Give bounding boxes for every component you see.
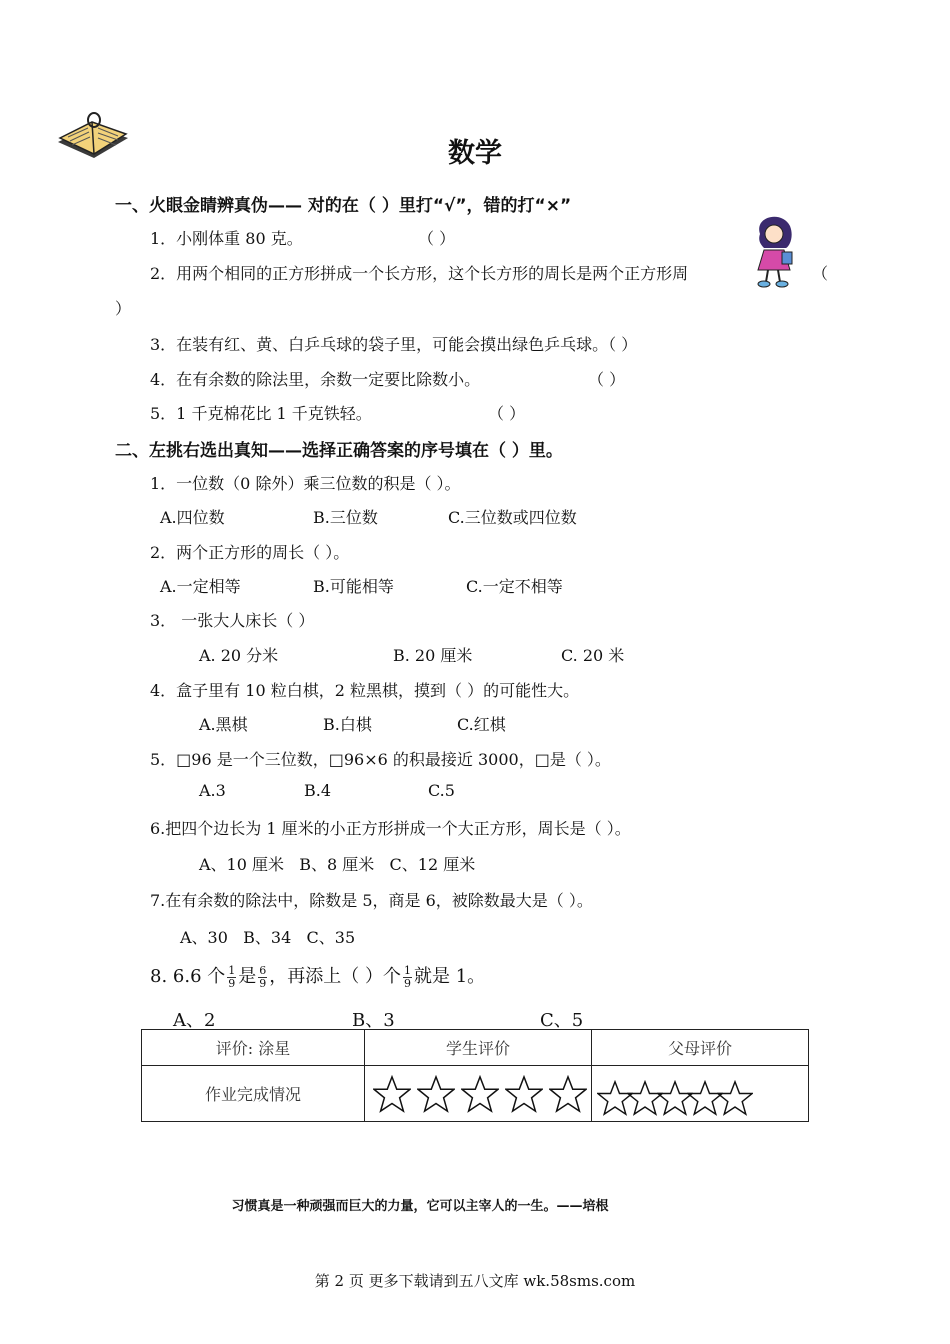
star-icon[interactable] <box>417 1075 455 1113</box>
page-title: 数学 <box>448 138 502 169</box>
s1-question-5: 5．1 千克棉花比 1 千克铁轻。 <box>150 404 372 423</box>
s1-question-2: 2．用两个相同的正方形拼成一个长方形，这个长方形的周长是两个正方形周 <box>150 264 689 283</box>
s2-q3-option-a: A. 20 分米 <box>199 646 279 665</box>
eval-header-3: 父母评价 <box>592 1030 809 1066</box>
page-footer: 第 2 页 更多下载请到五八文库 wk.58sms.com <box>314 1272 636 1290</box>
s2-q4-option-c: C.红棋 <box>457 715 506 734</box>
s2-question-6: 6.把四个边长为 1 厘米的小正方形拼成一个大正方形，周长是（ ）。 <box>150 819 631 838</box>
fraction-6-9: $\frac{6}{9}$ <box>259 963 267 990</box>
q8-text-2: 是 <box>238 966 257 987</box>
s2-q5-option-c: C.5 <box>428 781 455 800</box>
s2-q1-option-a: A.四位数 <box>160 508 225 527</box>
parent-stars[interactable] <box>593 1072 807 1116</box>
eval-row-label: 作业完成情况 <box>142 1066 365 1122</box>
s2-q3-option-c: C. 20 米 <box>561 646 625 665</box>
star-icon[interactable] <box>461 1075 499 1113</box>
s1-question-4: 4．在有余数的除法里，余数一定要比除数小。 <box>150 370 481 389</box>
s2-q1-option-c: C.三位数或四位数 <box>448 508 577 527</box>
s1-q5-bracket: （ ） <box>488 404 526 423</box>
s2-question-4: 4．盒子里有 10 粒白棋，2 粒黑棋，摸到（ ）的可能性大。 <box>150 681 580 700</box>
s1-q2-bracket-open: （ <box>812 264 829 283</box>
s2-q4-option-b: B.白棋 <box>323 715 372 734</box>
s2-question-2: 2．两个正方形的周长（ ）。 <box>150 543 350 562</box>
star-icon[interactable] <box>505 1075 543 1113</box>
s2-q6-options: A、10 厘米 B、8 厘米 C、12 厘米 <box>199 855 476 874</box>
s1-q4-bracket: （ ） <box>588 370 626 389</box>
s2-q3-option-b: B. 20 厘米 <box>393 646 473 665</box>
s2-q8-option-b: B、3 <box>352 1010 395 1031</box>
s2-q4-option-a: A.黑棋 <box>199 715 248 734</box>
fraction-1-9: $\frac{1}{9}$ <box>228 963 236 990</box>
s2-q5-option-b: B.4 <box>304 781 332 800</box>
s2-question-5: 5．□96 是一个三位数，□96×6 的积最接近 3000，□是（ ）。 <box>150 750 611 769</box>
s2-q1-option-b: B.三位数 <box>313 508 378 527</box>
q8-text-1: 8. 6.6 个 <box>150 966 226 987</box>
star-icon[interactable] <box>717 1080 753 1116</box>
section-1-heading: 一、火眼金睛辨真伪—— 对的在（ ）里打“√”，错的打“×” <box>115 196 572 216</box>
s2-q8-option-a: A、2 <box>173 1010 216 1031</box>
s2-q5-option-a: A.3 <box>199 781 226 800</box>
fraction-1-9-b: $\frac{1}{9}$ <box>403 963 411 990</box>
s2-q8-option-c: C、5 <box>540 1010 584 1031</box>
star-icon[interactable] <box>373 1075 411 1113</box>
q8-text-4: 就是 1。 <box>413 966 486 987</box>
parent-rating[interactable] <box>592 1066 809 1122</box>
star-icon[interactable] <box>549 1075 587 1113</box>
eval-header-1: 评价: 涂星 <box>142 1030 365 1066</box>
evaluation-table <box>141 1029 809 1122</box>
s2-q7-options: A、30 B、34 C、35 <box>180 928 356 947</box>
s1-q2-bracket-close: ） <box>115 299 132 318</box>
s2-question-3: 3． 一张大人床长（ ） <box>150 611 315 630</box>
section-2-heading: 二、左挑右选出真知——选择正确答案的序号填在（ ）里。 <box>115 441 563 461</box>
s2-question-7: 7.在有余数的除法中，除数是 5，商是 6，被除数最大是（ ）。 <box>150 891 593 910</box>
s2-q2-option-b: B.可能相等 <box>313 577 394 596</box>
quote: 习惯真是一种顽强而巨大的力量，它可以主宰人的一生。——培根 <box>231 1199 609 1214</box>
q8-text-3: ，再添上（ ）个 <box>269 966 401 987</box>
s2-q2-option-c: C.一定不相等 <box>466 577 563 596</box>
s2-question-8 <box>150 962 485 990</box>
s1-question-1: 1．小刚体重 80 克。 <box>150 229 303 248</box>
s1-question-3: 3．在装有红、黄、白乒乓球的袋子里，可能会摸出绿色乒乓球。（ ） <box>150 335 638 354</box>
student-rating[interactable] <box>365 1066 592 1122</box>
student-stars[interactable] <box>366 1075 590 1113</box>
girl-clipart <box>752 212 798 294</box>
s2-question-1: 1．一位数（0 除外）乘三位数的积是（ ）。 <box>150 474 461 493</box>
s2-q2-option-a: A.一定相等 <box>160 577 241 596</box>
s1-q1-bracket: （ ） <box>418 229 456 248</box>
eval-header-2: 学生评价 <box>365 1030 592 1066</box>
